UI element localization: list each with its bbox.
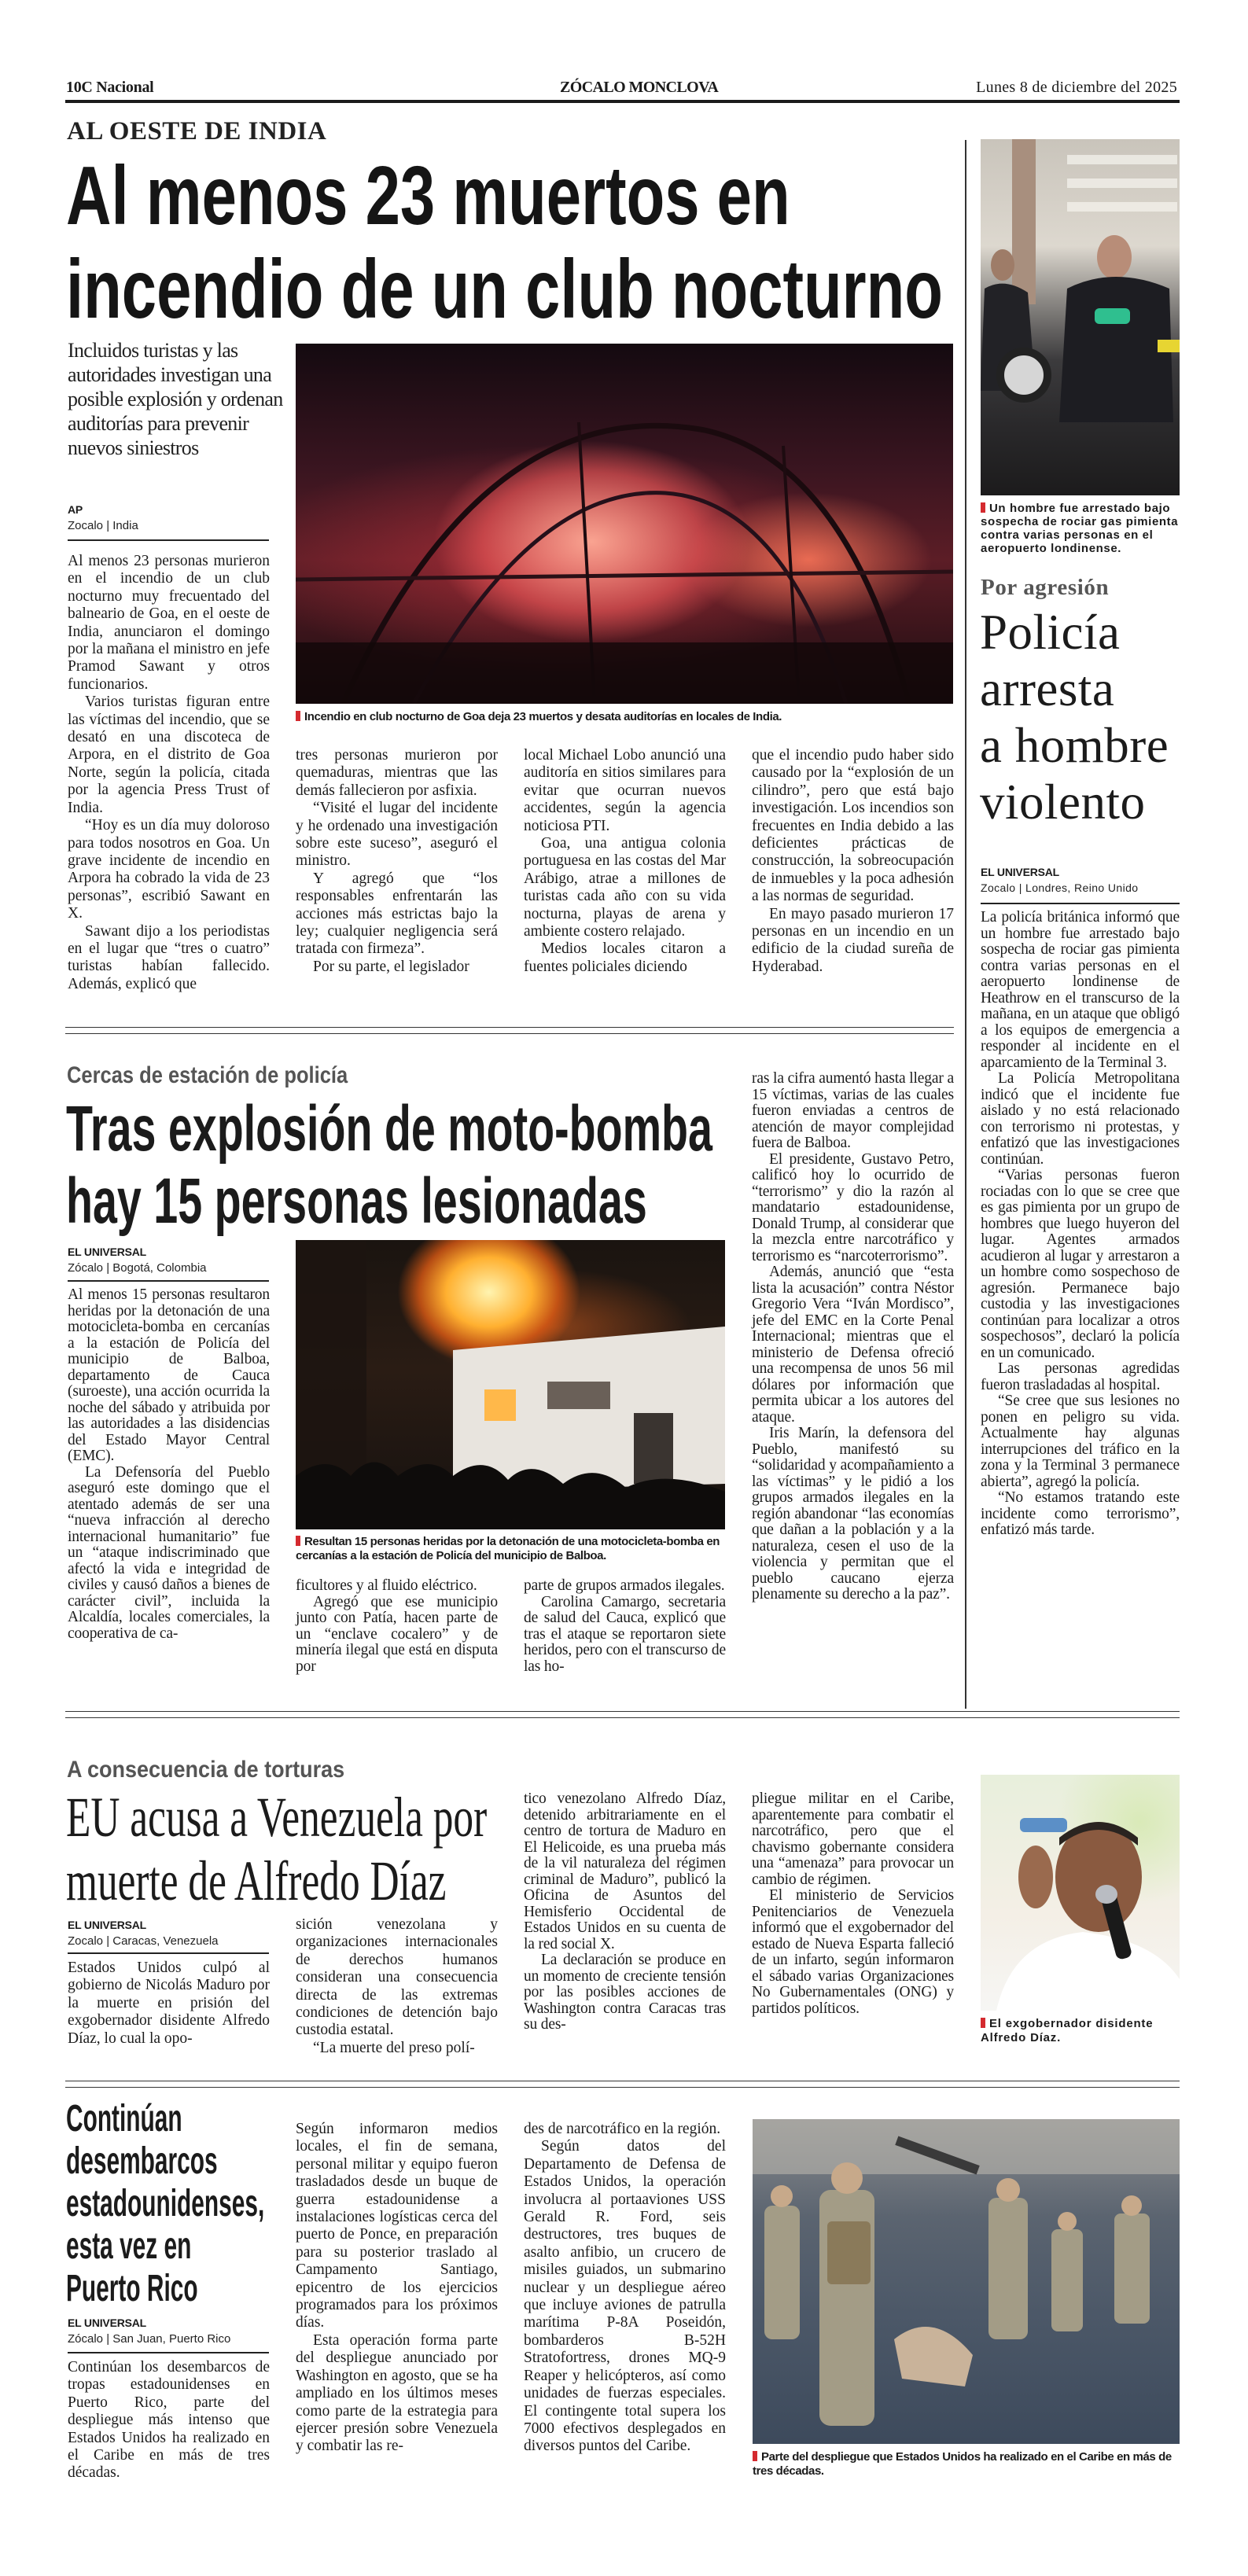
story-kicker: Cercas de estación de policía	[67, 1062, 348, 1088]
photo-caption	[296, 1535, 727, 1562]
article-paragraph: que el incendio pudo haber sido causado por la “explosión de un cilindro”, pero que está bajo investigación. Los incendios son frecuentes en India debido a las deficientes prácticas de construcción, la sobreocupación de inmuebles y la poca adhesión a las normas de seguridad.	[752, 747, 954, 905]
article-paragraph: Y agregó que “los responsables enfrentarán las acciones más estrictas bajo la ley; cualquier negligencia será tratada con firmeza”.	[296, 870, 498, 958]
article-paragraph: Iris Marín, la defensora del Pueblo, manifestó su “solidaridad y acompañamiento a las víctimas” y le pidió a los grupos armados ilegales en la región abandonar “las economías que dañan a la población y a la naturaleza, cesen el uso de la violencia y permitan que el pueblo caucano ejerza plenamente su derecho a la paz”.	[752, 1425, 954, 1603]
article-paragraph: Goa, una antigua colonia portuguesa en las costas del Mar Arábigo, atrae a millones de turistas cada año con su vida nocturna, playas de arena y ambiente costero relajado.	[524, 835, 726, 940]
story-column	[68, 1287, 270, 1642]
headline-line: Puerto Rico	[66, 2268, 198, 2309]
story-column	[524, 2121, 726, 2456]
troops-photo	[753, 2119, 1180, 2444]
story-column	[296, 1916, 498, 2057]
article-paragraph: tres personas murieron por quemaduras, mientras que las demás fallecieron por asfixia.	[296, 747, 498, 799]
byline-agency: EL UNIVERSAL	[981, 866, 1060, 878]
caption-text: Parte del despliegue que Estados Unidos ha realizado en el Caribe en más de tres décadas.	[753, 2450, 1172, 2478]
byline-rule	[981, 903, 1180, 904]
article-paragraph: “Hoy es un día muy doloroso para todos nosotros en Goa. Un grave incidente de incendio en Arpora ha cobrado la vida de 23 personas”, escribió Sawant en X.	[68, 817, 270, 922]
headline-line: Al menos 23 muertos en	[66, 149, 790, 242]
story-column	[68, 553, 270, 993]
headline-line: Continúan	[66, 2098, 182, 2140]
caption-text: Un hombre fue arrestado bajo sospecha de rociar gas pimienta contra varias personas en el aeropuerto londinense.	[981, 502, 1179, 555]
article-paragraph: ras la cifra aumentó hasta llegar a 15 víctimas, varias de las cuales fueron enviadas a centros de atención de mayor complejidad fuera de Balboa.	[752, 1070, 954, 1151]
explosion-photo	[296, 1240, 725, 1529]
byline-agency: EL UNIVERSAL	[68, 2317, 147, 2329]
column-divider	[965, 140, 966, 1709]
club-structure-silhouette	[296, 344, 953, 704]
soldiers-silhouette	[753, 2119, 1180, 2444]
alfredo-diaz-photo	[981, 1775, 1180, 2011]
article-paragraph: “Varias personas fueron rociadas con lo que se cree que es gas pimienta por un grupo de hombres que luego huyeron del lugar. Agentes armados acudieron al lugar y arrestaron a un hombre como sospechoso de agresión. Permanece bajo custodia y las investigaciones continúan para localizar a otros sospechosos”, declaró la policía en un comunicado.	[981, 1167, 1180, 1361]
story-column	[752, 747, 954, 976]
headline-line: hay 15 personas lesionadas	[66, 1165, 647, 1237]
caption-marker-icon	[296, 1536, 300, 1546]
article-paragraph: Varios turistas figuran entre las víctimas del incendio, que se desató en una discoteca de Arpora, en el distrito de Goa Norte, según la policía, citada por la agencia Press Trust of India.	[68, 694, 270, 816]
article-paragraph: “La muerte del preso polí-	[313, 2039, 475, 2056]
article-paragraph: El ministerio de Servicios Penitenciarios de Venezuela informó que el exgobernador del estado de Nueva Esparta falleció de un infarto, según informaron el sábado varias Organizaciones No Gubernamentales (ONG) y partidos políticos.	[752, 1887, 954, 2017]
headline-line: Policía	[980, 605, 1121, 660]
article-paragraph: sición venezolana y organizaciones internacionales de derechos humanos consideran una consecuencia directa de las extremas condiciones de detención bajo custodia estatal.	[296, 1916, 498, 2039]
photo-caption	[981, 2017, 1180, 2044]
story-column	[296, 1578, 498, 1675]
fire-photo	[296, 344, 953, 704]
story-column	[296, 2121, 498, 2456]
building-and-crowd-silhouette	[296, 1240, 725, 1529]
article-paragraph: La Defensoría del Pueblo aseguró este domingo que el atentado además de ser una “nueva infracción al derecho internacional humanitario” fue un “ataque indiscriminado que afectó la vida e integridad de civiles y causó daños a bienes de carácter civil”, incluida la Alcaldía, locales comerciales, la cooperativa de ca-	[68, 1463, 270, 1642]
byline-rule	[68, 1952, 269, 1954]
man-with-microphone-silhouette	[981, 1775, 1180, 2011]
issue-date: Lunes 8 de diciembre del 2025	[976, 79, 1177, 96]
article-paragraph: La declaración se produce en un momento de creciente tensión por las posibles acciones de Washington contra Caracas tras su des-	[524, 1952, 726, 2033]
story-column	[68, 1960, 270, 2048]
article-paragraph: des de narcotráfico en la región.	[524, 2121, 721, 2137]
caption-marker-icon	[296, 711, 300, 721]
byline-location: Zocalo | India	[68, 519, 138, 532]
article-paragraph: “No estamos tratando este incidente como terrorismo”, enfatizó más tarde.	[981, 1489, 1180, 1538]
photo-caption	[981, 502, 1180, 555]
photo-caption	[296, 710, 956, 724]
article-paragraph: La policía británica informó que un hombre fue arrestado bajo sospecha de rociar gas pimienta contra varias personas en el aeropuerto londinense de Heathrow en el transcurso de la mañana, en un ataque que obligó a los equipos de emergencia a responder al incidente en el aparcamiento de la Terminal 3.	[981, 909, 1180, 1071]
headline-line: esta vez en	[66, 2225, 192, 2267]
story-kicker: A consecuencia de torturas	[67, 1757, 345, 1783]
byline-rule	[68, 2352, 269, 2353]
byline-agency: EL UNIVERSAL	[68, 1246, 147, 1258]
caption-text: Incendio en club nocturno de Goa deja 23 muertos y desata auditorías en locales de India.	[304, 710, 782, 723]
headline-line: violento	[980, 775, 1146, 830]
article-paragraph: “Se cree que sus lesiones no ponen en peligro su vida. Actualmente hay algunas interrupciones del tráfico en la zona y la Terminal 3 permanece abierta”, agregó la policía.	[981, 1393, 1180, 1490]
byline-agency: AP	[68, 503, 83, 516]
story-kicker: AL OESTE DE INDIA	[67, 117, 327, 145]
header-rule	[65, 100, 1180, 103]
headline-line: arresta	[980, 661, 1115, 716]
article-paragraph: Según informaron medios locales, el fin de semana, personal militar y equipo fueron trasladados desde un buque de guerra estadounidense a instalaciones logísticas cerca del puerto de Ponce, en preparación para su posterior traslado al Campamento Santiago, epicentro de los ejercicios programados para los próximos días.	[296, 2121, 498, 2331]
article-paragraph: “Visité el lugar del incidente y he ordenado una investigación sobre este suceso”, aseguró el ministro.	[296, 800, 498, 870]
article-paragraph: Agregó que ese municipio junto con Patía, hacen parte de un “enclave cocalero” y de minería ilegal que está en disputa por	[296, 1593, 498, 1675]
section-divider	[65, 2081, 1180, 2088]
story-column	[296, 747, 498, 976]
story-column	[524, 747, 726, 976]
caption-text: Resultan 15 personas heridas por la detonación de una motocicleta-bomba en cercanías a la estación de Policía del municipio de Balboa.	[296, 1535, 720, 1562]
article-paragraph: El presidente, Gustavo Petro, calificó hoy lo ocurrido de “terrorismo” y dio la razón al mandatario estadounidense, Donald Trump, al considerar que la mezcla entre narcotráfico y terrorismo es “narcoterrorismo”.	[752, 1150, 954, 1264]
newspaper-name: ZÓCALO MONCLOVA	[560, 79, 719, 96]
article-paragraph: La Policía Metropolitana indicó que el incidente fue aislado y no está relacionado con terrorismo ni protestas, y enfatizó que las investigaciones continúan.	[981, 1070, 1180, 1168]
byline-rule	[68, 1280, 269, 1282]
byline-location: Zocalo | Londres, Reino Unido	[981, 881, 1139, 894]
story-column	[752, 1071, 954, 1603]
article-paragraph: Además, anunció que “esta lista la acusación” contra Néstor Gregorio Vera “Iván Mordisco”, jefe del EMC en la Corte Penal Internacional; mientras que el ministerio de Defensa ofreció una recompensa de unos 56 mil dólares por información que permita ubicar a los autores del ataque.	[752, 1264, 954, 1426]
photo-caption	[753, 2450, 1181, 2478]
headline-line: estadounidenses,	[66, 2183, 265, 2225]
section-divider	[65, 1027, 954, 1034]
story-column	[752, 1791, 954, 2017]
article-paragraph: Carolina Camargo, secretaria de salud del Cauca, explicó que tras el ataque se reportaron siete heridos, pero con el transcurso de las ho-	[524, 1593, 726, 1675]
story-column	[524, 1791, 726, 2033]
article-paragraph: local Michael Lobo anunció una auditoría en sitios similares para evitar que ocurran nuevos accidentes, según la agencia noticiosa PTI.	[524, 747, 726, 834]
story-column	[524, 1578, 726, 1675]
article-paragraph: Al menos 15 personas resultaron heridas por la detonación de una motocicleta-bomba en cercanías a la estación de Policía del municipio de Balboa, departamento de Cauca (suroeste), una acción ocurrida la noche del sábado y atribuida por las autoridades a las disidencias del Estado Mayor Central (EMC).	[68, 1286, 270, 1464]
article-paragraph: Las personas agredidas fueron trasladadas al hospital.	[981, 1360, 1180, 1393]
headline-line: Tras explosión de moto-bomba	[66, 1093, 712, 1165]
section-label: 10C Nacional	[66, 79, 154, 96]
article-paragraph: pliegue militar en el Caribe, aparentemente para combatir el narcotráfico, pero que el chavismo gobernante considera una “amenaza” para provocar un cambio de régimen.	[752, 1790, 954, 1888]
story-column	[68, 2359, 270, 2482]
headline-line: a hombre	[980, 718, 1169, 773]
caption-text: El exgobernador disidente Alfredo Díaz.	[981, 2017, 1154, 2044]
article-paragraph: Medios locales citaron a fuentes policiales diciendo	[524, 940, 726, 975]
headline-line: incendio de un club nocturno	[66, 243, 943, 336]
article-paragraph: parte de grupos armados ilegales.	[524, 1577, 725, 1594]
byline-agency: EL UNIVERSAL	[68, 1919, 147, 1931]
byline-location: Zocalo | Caracas, Venezuela	[68, 1934, 219, 1948]
caption-marker-icon	[981, 502, 985, 513]
headline-line: muerte de Alfredo Díaz	[66, 1849, 447, 1912]
article-paragraph: Al menos 23 personas murieron en el incendio de un club nocturno muy frecuentado del balneario de Goa, en el oeste de India, anunciaron el domingo por la mañana el ministro en jefe Pramod Sawant y otros funcionarios.	[68, 553, 270, 693]
byline-location: Zócalo | San Juan, Puerto Rico	[68, 2332, 231, 2346]
story-headline	[980, 604, 1169, 830]
headline-line: desembarcos	[66, 2140, 218, 2182]
story-kicker: Por agresión	[981, 575, 1110, 600]
article-paragraph: Por su parte, el legislador	[313, 958, 469, 975]
section-divider	[65, 1711, 1180, 1718]
article-paragraph: Según datos del Departamento de Defensa de Estados Unidos, la operación involucra al portaaviones USS Gerald R. Ford, seis destructores, tres buques de asalto anfibio, un crucero de misiles guiados, un submarino nuclear y un despliegue aéreo que incluye aviones de patrulla marítima P-8A Poseidón, bombarderos B-52H Stratofortress, drones MQ-9 Reaper y helicópteros, así como unidades de fuerzas especiales. El contingente total supera los 7000 efectivos desplegados en diversos puntos del Caribe.	[524, 2138, 726, 2455]
article-paragraph: Continúan los desembarcos de tropas estadounidenses en Puerto Rico, parte del despliegue más intenso que Estados Unidos ha realizado en el Caribe en más de tres décadas.	[68, 2359, 270, 2482]
byline-rule	[68, 539, 269, 541]
article-paragraph: Sawant dijo a los periodistas en el lugar que “tres o cuatro” turistas habían fallecido. Además, explicó que	[68, 922, 270, 992]
article-paragraph: En mayo pasado murieron 17 personas en un incendio en un edificio de la ciudad sureña de Hyderabad.	[752, 905, 954, 975]
article-paragraph: Estados Unidos culpó al gobierno de Nicolás Maduro por la muerte en prisión del exgobernador disidente Alfredo Díaz, lo cual la opo-	[68, 1960, 270, 2047]
article-paragraph: ficultores y al fluido eléctrico.	[296, 1577, 477, 1594]
article-paragraph: Esta operación forma parte del despliegue anunciado por Washington en agosto, que se ha ampliado en los últimos meses como parte de la estrategia para ejercer presión sobre Venezuela y combatir las re-	[296, 2331, 498, 2455]
caption-marker-icon	[753, 2451, 757, 2461]
article-paragraph: tico venezolano Alfredo Díaz, detenido arbitrariamente en el centro de tortura de Maduro en El Helicoide, es una prueba más de la vil naturaleza del régimen criminal de Maduro”, publicó la Oficina de Asuntos del Hemisferio Occidental de Estados Unidos en su cuenta de la red social X.	[524, 1790, 726, 1952]
airport-arrest-photo	[981, 139, 1180, 495]
byline-location: Zócalo | Bogotá, Colombia	[68, 1261, 207, 1275]
caption-marker-icon	[981, 2018, 985, 2028]
headline-line: EU acusa a Venezuela por	[66, 1786, 488, 1849]
story-deck: Incluidos turistas y las autoridades investigan una posible explosión y ordenan auditorías para prevenir nuevos siniestros	[68, 339, 283, 459]
police-officers-silhouette	[981, 139, 1180, 495]
